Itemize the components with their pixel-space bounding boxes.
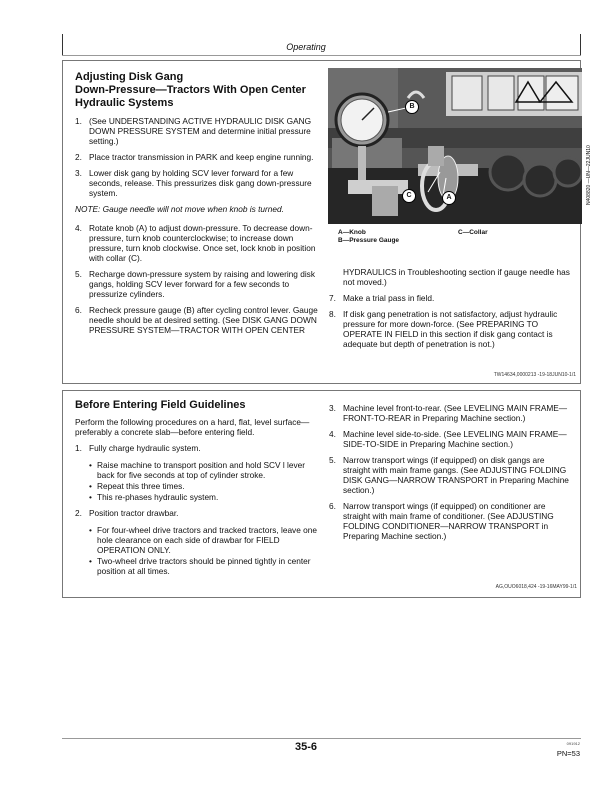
list-item: 2. Position tractor drawbar. • For four-wheel drive tractors and tracked tractors, leave one hole clearance on each side of drawbar for FIELD OPERATION ONLY. • Two-wheel drive tractors should be pinned tightly in center position at all times.: [75, 508, 320, 576]
section1-steps-7-8: [329, 293, 574, 349]
section2-steps-3-6: [329, 403, 574, 541]
footer-pn: PN=53: [556, 749, 580, 758]
list-item: 8. If disk gang penetration is not satisfactory, adjust hydraulic pressure for more down-force. (See PREPARING TO OPERATE IN FIELD in this section if disk gang contact is adequate but depth of penetration is not.): [329, 309, 558, 349]
section-before-entering-field: [62, 390, 581, 598]
bullet-item: • For four-wheel drive tractors and tracked tractors, leave one hole clearance on each side of drawbar for FIELD OPERATION ONLY.: [89, 525, 320, 555]
section2-steps-1-2: [75, 443, 320, 576]
footer-rule: [62, 738, 581, 739]
list-item: 1. (See UNDERSTANDING ACTIVE HYDRAULIC DISK GANG DOWN PRESSURE SYSTEM and determine initial pressure setting.): [75, 116, 312, 146]
page-number: 35-6: [294, 741, 318, 753]
section2-left-column: [75, 399, 320, 582]
list-item: 4. Rotate knob (A) to adjust down-pressure. To decrease down-pressure, turn knob counterclockwise; to increase down pressure, turn knob clockwise. Once set, lock knob in position with collar (C).: [75, 223, 316, 263]
image-code: N408820 —UN—22JUN10: [586, 145, 592, 205]
photo-legend: [338, 229, 578, 245]
section2-right-column: [329, 403, 574, 547]
section2-intro: Perform the following procedures on a hard, flat, level surface—preferably a concrete slab—before entering field.: [75, 417, 310, 437]
section1-ref-code: TW14634,0000213 -19-18JUN10-1/1: [493, 372, 576, 378]
callout-a: A: [442, 191, 456, 205]
running-header: Operating: [286, 42, 326, 52]
section1-steps-1-3: [75, 116, 325, 198]
bullet-item: • Repeat this three times.: [89, 481, 320, 491]
legend-c: C—Collar: [458, 229, 488, 236]
legend-b: B—Pressure Gauge: [338, 237, 400, 244]
footer-small-code: 091912: [566, 741, 580, 746]
section2-title: Before Entering Field Guidelines: [75, 399, 246, 411]
list-item: 2. Place tractor transmission in PARK and keep engine running.: [75, 152, 314, 162]
section1-steps-4-6: [75, 223, 325, 335]
step1-bullets: [89, 460, 320, 502]
bullet-item: • This re-phases hydraulic system.: [89, 492, 320, 502]
list-item: 5. Recharge down-pressure system by raising and lowering disk gangs, holding SCV lever forward for a few seconds to pressurize cylinders.: [75, 269, 315, 299]
step2-bullets: [89, 525, 320, 576]
section1-title: Adjusting Disk Gang Down-Pressure—Tractors With Open Center Hydraulic Systems: [75, 71, 306, 109]
section2-ref-code: AG,OUO6018,424 -19-16MAY99-1/1: [495, 584, 577, 590]
list-item: 7. Make a trial pass in field.: [329, 293, 435, 303]
gauge-note: NOTE: Gauge needle will not move when knob is turned.: [75, 204, 284, 214]
list-item: 6. Narrow transport wings (if equipped) on conditioner are straight with main frame of conditioner. (See ADJUSTING FOLDING CONDITIONER—NARROW TRANSPORT in Preparing Machine section.): [329, 501, 554, 541]
section1-left-column: [75, 71, 325, 341]
pressure-gauge-photo: [328, 68, 582, 224]
callout-c: C: [402, 189, 416, 203]
header-rule: [62, 55, 581, 56]
bullet-item: • Raise machine to transport position and hold SCV l lever back for five seconds at top of cylinder stroke.: [89, 460, 320, 480]
list-item: 5. Narrow transport wings (if equipped) on disk gangs are straight with main frame gangs. (See ADJUSTING FOLDING DISK GANG—NARROW TRANSPORT in Preparing Machine section.): [329, 455, 569, 495]
list-item: 1. Fully charge hydraulic system. • Raise machine to transport position and hold SCV l lever back for five seconds at top of cylinder stroke. • Repeat this three times. • This re-phases hydraulic system.: [75, 443, 320, 502]
callout-b: B: [405, 100, 419, 114]
section1-right-column: [329, 267, 574, 355]
list-item: 4. Machine level side-to-side. (See LEVELING MAIN FRAME—SIDE-TO-SIDE in Preparing Machine section.): [329, 429, 567, 449]
bullet-item: • Two-wheel drive tractors should be pinned tightly in center position at all times.: [89, 556, 320, 576]
legend-a: A—Knob: [338, 229, 366, 236]
list-item: 3. Machine level front-to-rear. (See LEVELING MAIN FRAME—FRONT-TO-REAR in Preparing Machine section.): [329, 403, 568, 423]
step6-continuation: HYDRAULICS in Troubleshooting section if gauge needle has not moved.): [343, 267, 570, 287]
list-item: 3. Lower disk gang by holding SCV lever forward for a few seconds, release. This pressurizes disk gang down-pressure system.: [75, 168, 312, 198]
list-item: 6. Recheck pressure gauge (B) after cycling control lever. Gauge needle should be at desired setting. (See DISK GANG DOWN PRESSURE SYSTEM—TRACTOR WITH OPEN CENTER: [75, 305, 318, 335]
